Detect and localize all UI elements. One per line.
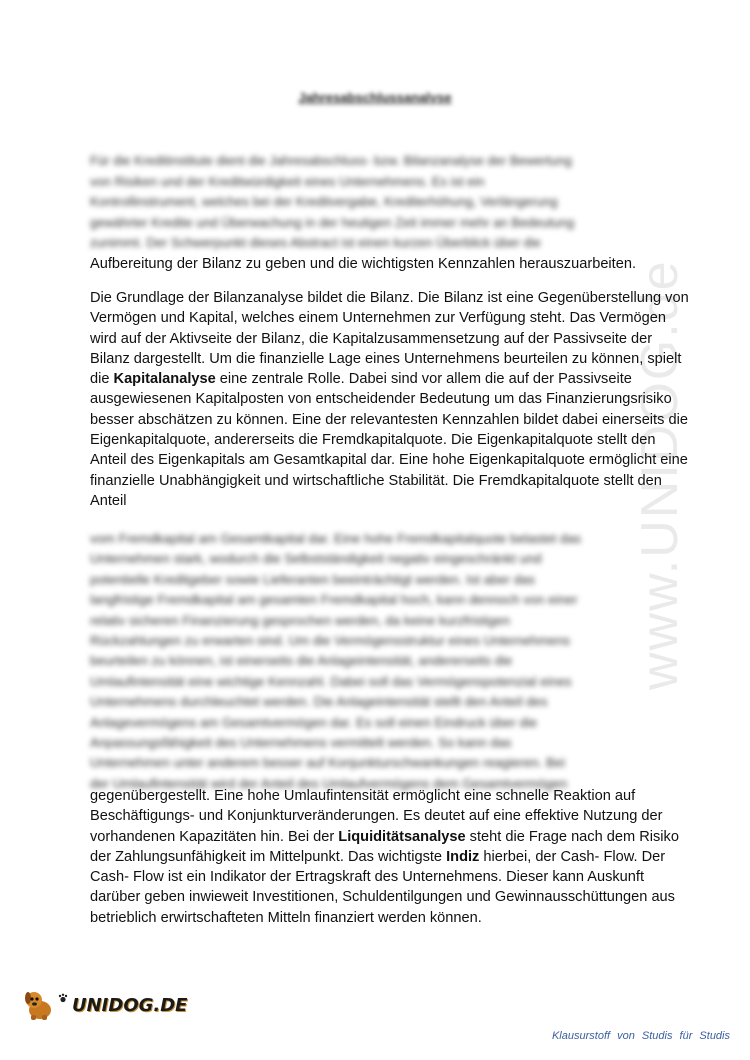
middle-line: Unternehmens durchleuchtet werden. Die Anlageintensität stellt den Anteil des [90, 694, 548, 710]
middle-blurred [90, 529, 690, 794]
intro-last-line-text: Aufbereitung der Bilanz zu geben und die wichtigsten Kennzahlen herauszuarbeiten. [90, 256, 637, 272]
middle-line: potentielle Kreditgeber sowie Lieferanten beeinträchtigt werden. Ist aber das [90, 571, 535, 587]
middle-line: Anlagevermögens am Gesamtvermögen dar. Es soll einen Eindruck über die [90, 714, 538, 730]
page-title: Jahresabschlussanalyse [298, 90, 452, 105]
para1-bold: Kapitalanalyse [113, 371, 216, 388]
footer-tagline: Klausurstoff von Studis für Studis [551, 1030, 730, 1042]
intro-line: Kontrollinstrument, welches bei der Kreditvergabe, Krediterhöhung, Verlängerung [90, 194, 558, 209]
para2-text-c: hierbei, der Cash- Flow. Der Cash- Flow ist ein Indikator der Ertragskraft des Unternehmens. Dieser kann Auskunft darüber geben inwieweit Investitionen, Schuldentilgungen und Gewinnausschüttungen aus betrieblich erwirtschafteten Mitteln finanziert werden können. [90, 848, 675, 926]
intro-last-line [90, 254, 690, 274]
middle-line: Umlaufintensität eine wichtige Kennzahl. Dabei soll das Vermögenspotenzial eines [90, 673, 572, 689]
middle-line: Anpassungsfähigkeit des Unternehmens vermittelt werden. So kann das [90, 735, 512, 751]
para2-bold-indiz: Indiz [446, 848, 480, 865]
para1-text-b: eine zentrale Rolle. Dabei sind vor allem die auf der Passivseite ausgewiesenen Kapitalposten von entscheidender Bedeutung um das Finanzierungsrisiko besser abschätzen zu können. Eine der relevantesten Kennzahlen bildet dabei einerseits die Eigenkapitalquote, andererseits die Fremdkapitalquote. Die Eigenkapitalquote stellt den Anteil des Eigenkapitals am Gesamtkapital dar. Eine hohe Eigenkapitalquote ermöglicht eine finanzielle Unabhängigkeit und wirtschaftliche Stabilität. Die Fremdkapitalquote stellt den Anteil [90, 371, 688, 509]
footer-logo[interactable] [22, 988, 187, 1022]
para2-text-b: steht die Frage nach dem Risiko der Zahlungsunfähigkeit im Mittelpunkt. Das wichtigste [90, 828, 679, 865]
intro-line: gewährter Kredite und Überwachung in der heutigen Zeit immer mehr an Bedeutung [90, 214, 575, 230]
paw-icon [58, 993, 68, 1003]
intro-blurred [90, 151, 690, 254]
middle-line: relativ sicheren Finanzierung gesprochen werden, da keine kurzfristigen [90, 612, 511, 628]
middle-line: Unternehmen stark, wodurch die Selbstständigkeit negativ eingeschränkt und [90, 551, 542, 567]
middle-line: Unternehmen unter anderem besser auf Konjunkturschwankungen reagieren. Bei [90, 755, 566, 771]
paragraph-1 [90, 288, 690, 511]
intro-line: von Risiken und der Kreditwürdigkeit eines Unternehmens. Es ist ein [90, 173, 485, 189]
para2-text-a: Beschäftigungs- und Konjunkturveränderungen. Es deutet auf eine effektive Nutzung der vorhandenen Kapazitäten hin. Bei der [90, 808, 663, 845]
middle-line: beurteilen zu können, ist einerseits die Anlageintensität, andererseits die [90, 653, 513, 669]
para2-first-line: gegenübergestellt. Eine hohe Umlaufintensität ermöglicht eine schnelle Reaktion auf [90, 788, 636, 804]
dog-logo-icon [22, 988, 56, 1022]
middle-line: langfristige Fremdkapital am gesamten Fremdkapital hoch, kann dennoch von einer [90, 592, 578, 608]
middle-line: vom Fremdkapital am Gesamtkapital dar. Eine hohe Fremdkapitalquote belastet das [90, 531, 582, 546]
paragraph-2 [90, 786, 690, 928]
middle-line: Rückzahlungen zu erwarten sind. Um die Vermögensstruktur eines Unternehmens [90, 633, 571, 649]
intro-line: zunimmt. Der Schwerpunkt dieses Abstract ist einen kurzen Überblick über die [90, 235, 541, 250]
para1-text-a: Die Grundlage der Bilanzanalyse bildet die Bilanz. Die Bilanz ist eine Gegenüberstellung von Vermögen und Kapital, welches einem Unternehmen zur Verfügung steht. Das Vermögen wird auf der Aktivseite der Bilanz, die Kapitalzusammensetzung auf der Passivseite der Bilanz dargestellt. Um die finanzielle Lage eines Unternehmens beurteilen zu können, spielt die [90, 290, 689, 388]
para2-bold-liquidity: Liquiditätsanalyse [338, 828, 466, 845]
middle-line: der Umlaufintensität wird der Anteil des Umlaufvermögens dem Gesamtvermögen [90, 775, 568, 791]
watermark: www.UNIDOG.de [631, 259, 689, 690]
intro-line: Für die Kreditinstitute dient die Jahresabschluss- bzw. Bilanzanalyse der Bewertung [90, 153, 572, 168]
logo-text: UNIDOG.DE [72, 994, 188, 1016]
